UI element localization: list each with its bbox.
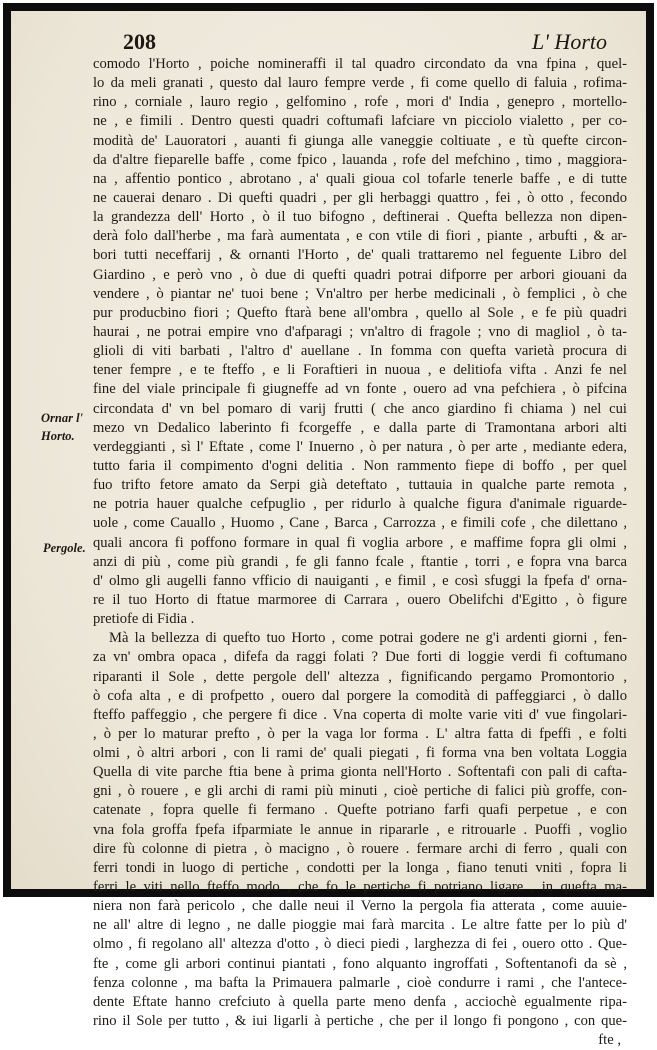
running-title: L' Horto [531, 29, 607, 54]
text-line: tutto faria il compimento d'ogni delitia . Non rammento fiepe di boffo , per quel [93, 457, 627, 474]
catchword-line: fte , [598, 1032, 621, 1049]
text-line: fine del viale principale fi giugneffe ad vn fonte , ouero ad vna pefchiera , ò pifcina [93, 381, 627, 398]
text-line: ne all' altre di legno , ne dalle pioggie mai farà marcita . Le altre fatte per lo più d' [93, 917, 627, 934]
text-line: catenate , fopra quelle fi fermano . Quefte potriano farfi quafi perpetue , e con [93, 802, 627, 819]
text-line: derà folo dall'herbe , ma farà aumentata , e con vtile di fiori , piante , arbufti , & ar- [93, 228, 627, 245]
text-line: verdeggianti , sì l' Eftate , come l' Inuerno , ò per natura , ò per arte , mediante edera, [93, 438, 627, 455]
text-line: dente Eftate hanno crefciuto à quella parte meno denfa , acciochè egualmente ripa- [93, 993, 627, 1010]
text-line: niera non farà pericolo , che dalle neui il Verno la pergola fia atterata , come auuie- [93, 898, 627, 915]
text-line: olmi , ò altri arbori , con li rami de' quali piegati , fi forma vna ben voltata Loggia [93, 745, 627, 762]
text-line: pur producbino fiori ; Quefto ftarà bene all'ombra , quello al Sole , e fe più quadri [93, 304, 627, 321]
text-line: Mà la bellezza di quefto tuo Horto , come potrai godere ne g'i ardenti giorni , fen- [109, 630, 627, 647]
text-line: comodo l'Horto , poiche nomineraffi il tal quadro circondato da vna fpina , quel- [93, 56, 627, 72]
text-line: fuo trifto fetore amato da Serpi già deteftato , tuttauia in qualche parte remota , [93, 477, 627, 494]
margin-note-ornar: Ornar l' Horto. [41, 411, 84, 443]
text-line: bori tutti neceffarij , & ornanti l'Horto , de' quali trattaremo nel feguente Libro del [93, 247, 627, 264]
text-line: vna fola groffa fpefa ifparmiate le annue in ripararle , e ritrouarle . Puoffi , voglio [93, 821, 627, 838]
text-line: vendere , ò piantar ne' tuoi bene ; Vn'altro per herbe medicinali , ò femplici , ò che [93, 285, 627, 302]
text-line: gni , ò rouere , e gli archi di rami più minuti , cioè pertiche di falici più groffe, con- [93, 783, 627, 800]
text-line: na , affentio pontico , abrotano , a' quali gioua col tofarle tenerle baffe , e di tutte [93, 170, 627, 187]
text-line: za vn' ombra opaca , difefa da raggi folati ? Due forti di loggie verdi fi coftumano [93, 649, 627, 666]
text-line: tener fempre , e te fteffo , e li Foraftieri in nuoua , e delitiofa vifta . Anzi fe nel [93, 362, 627, 379]
text-line: fenza colonne , ma bafta la Primauera palmarle , cioè condurre i rami , che l'antece- [93, 974, 627, 991]
text-line: rino , corniale , lauro regio , gelfomino , rofe , mori d' India , genepro , mortello- [93, 94, 627, 111]
book-page [11, 11, 646, 1049]
text-line: anzi di più , come più grandi , fe gli fanno fcale , ftantie , torri , e fopra vna barca [93, 553, 627, 570]
text-line: la grandezza dell' Horto , ò il tuo bifogno , deftinerai . Quefta bellezza non dipen- [93, 209, 627, 226]
text-line: mezo vn Dedalico laberinto fi fcorgeffe , e dalla parte di Tramontana arbori alti [93, 419, 627, 436]
text-line: lo da meli granati , questo dal lauro fempre verde , fi come quello di faluia , rofima- [93, 75, 627, 92]
text-line: d' olmo gli augelli fanno vfficio di nauiganti , e fimil , e così sfuggi la fpefa d' orna- [93, 572, 627, 589]
text-line: ne cauerai denaro . Di quefti quadri , per gli herbaggi quattro , fei , ò otto , fecondo [93, 189, 627, 206]
text-line: ne potria hauer qualche cefpuglio , per ridurlo à qualche figura d'animale riguarde- [93, 496, 627, 513]
text-line: ò cofa alta , e di profpetto , ouero dal porgere la comodità di paffeggiarci , ò dallo [93, 687, 627, 704]
text-line: Giardino , e però vno , ò due di quefti quadri potrai difporre per arbori giouani da [93, 266, 627, 283]
text-line: circondata d' vn bel pomaro di varij frutti ( che anco giardino fi chiama ) nel cui [93, 400, 627, 417]
margin-note-pergole: Pergole. [43, 541, 86, 555]
text-line: fte , come gli arbori continui piantati , fono alquanto ingroffati , Softentanofi da sè , [93, 955, 627, 972]
text-line: re il tuo Horto di ftatue marmoree di Carrara , ouero Obelifchi d'Egitto , ò figure [93, 591, 627, 608]
scan-border [3, 3, 654, 1049]
text-line: ferri le viti nello fteffo modo , che fo le pertiche fi potriano ligare , in quefta ma- [93, 879, 627, 896]
text-line: Quella di vite parche ftia bene à prima gionta nell'Horto . Softentafi con pali di cafta- [93, 764, 627, 781]
text-line: ne , e fimili . Dentro questi quadri coftumafi lafciare vn picciolo vialetto , per co- [93, 113, 627, 130]
page-header [107, 27, 615, 57]
text-line: riparanti il Sole , dette pergole dell' altezza , fignificando pergamo Promontorio , [93, 668, 627, 685]
body-text [93, 55, 627, 1050]
text-line: pretiofe di Fidia . [93, 611, 195, 628]
text-line: modità de' Lauoratori , auanti fi giunga alle vaneggie coltiuate , e tù quefte circon- [93, 132, 627, 149]
text-line: quali ancora fi poffono formare in qual fi voglia arbore , e maffime fopra gli olmi , [93, 534, 627, 551]
page-number: 208 [123, 29, 156, 54]
text-line: dire fù colonne di pietra , ò macigno , ò rouere . fermare archi di ferro , quali con [93, 840, 627, 857]
text-line: olmo , fi regolano all' altezza d'otto , ò dieci piedi , larghezza di fei , ouero otto . Que- [93, 936, 627, 953]
text-line: glioli di viti barbati , l'altro d' auellane . In fomma con quefta varietà procura di [93, 343, 627, 360]
text-line: , ò per lo maturar prefto , ò per la vaga lor forma . L' altra fatta di fpeffi , e folti [93, 725, 627, 742]
text-line: haurai , ne potrai empire vno d'afparagi ; vn'altro di fragole ; vno di magliol , ò ta- [93, 323, 627, 340]
text-line: uole , come Cauallo , Huomo , Cane , Barca , Carrozza , e fimili cofe , che dilettano , [93, 515, 627, 532]
text-line: da d'altre fieparelle baffe , come fpico , lauanda , rofe del mefchino , timo , maggiora- [93, 151, 627, 168]
text-line: fteffo paffeggio , che pergere fi dice . Vna coperta di molte varie viti d' vue fingolari- [93, 706, 627, 723]
text-line: ferri tondi in luogo di pertiche , condotti per la longa , fiano tenuti vniti , fopra li [93, 859, 627, 876]
text-line: rino il Sole per tutto , & iui ligarli à pertiche , che per il longo fi pongono , con que- [93, 1013, 627, 1030]
